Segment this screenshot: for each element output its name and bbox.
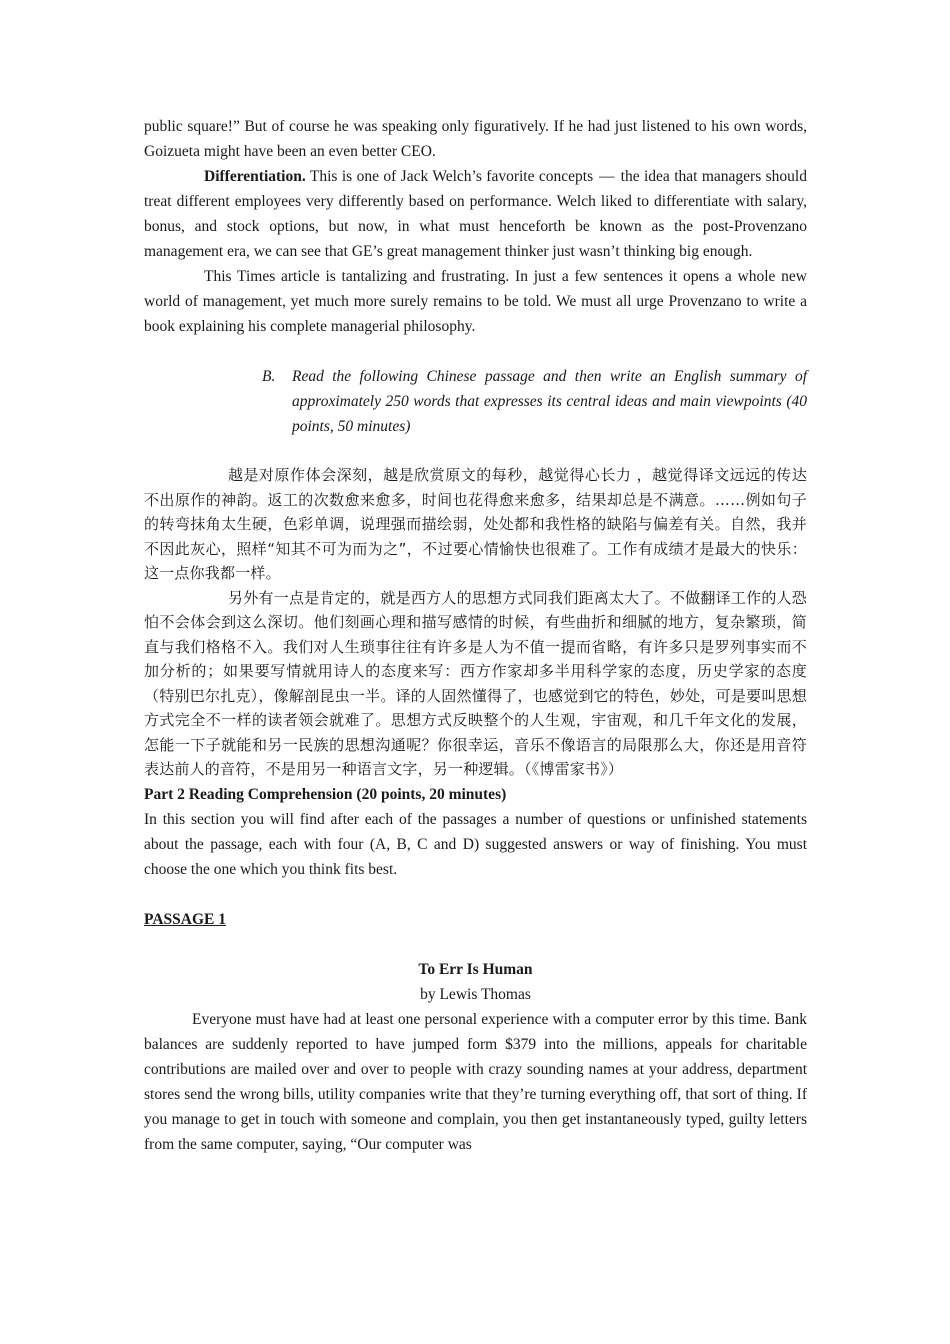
part2-instructions: In this section you will find after each of the passages a number of questions or unfinished statements about the passage, each with four (A, B, C and D) suggested answers or way of finishing. You must choose the one which you think fits best. [144,810,807,878]
passage-title: To Err Is Human [418,960,533,978]
differentiation-text-a: This is one of Jack Welch’s favorite concepts [309,168,594,185]
chinese-paragraph-1: 越是对原作体会深刻，越是欣赏原文的每秒，越觉得心长力 ，越觉得译文远远的传达不出原作的神韵。返工的次数愈来愈多，时间也花得愈来愈多，结果却总是不满意。……例如句子的转弯抹角太生硬，色彩单调，说理强而描绘弱，处处都和我性格的缺陷与偏差有关。自然，我并不因此灰心，照样“知其不可为而为之”，不过要心情愉快也很难了。工作有成绩才是最大的快乐：这一点你我都一样。 [144,466,807,582]
document-page [144,114,807,1157]
em-dash: — [599,168,615,185]
term-differentiation: Differentiation. [204,168,306,185]
chinese-paragraph-2: 另外有一点是肯定的，就是西方人的思想方式同我们距离太大了。不做翻译工作的人恐怕不会体会到这么深切。他们刻画心理和描写感情的时候，有些曲折和细腻的地方，复杂繁琐，简直与我们格格不入。我们对人生琐事往往有许多是人为不值一提而省略，有许多只是罗列事实而不加分析的；如果要写情就用诗人的态度来写：西方作家却多半用科学家的态度，历史学家的态度（特别巴尔扎克），像解剖昆虫一半。译的人固然懂得了，也感觉到它的特色，妙处，可是要叫思想方式完全不一样的读者领会就难了。思想方式反映整个的人生观，宇宙观，和几千年文化的发展，怎能一下子就能和另一民族的思想沟通呢？你很幸运，音乐不像语言的局限那么大，你还是用音符表达前人的音符，不是用另一种语言文字，另一种逻辑。（《博雷家书》） [144,588,807,778]
passage-paragraph-1: Everyone must have had at least one personal experience with a computer error by this time. Bank balances are suddenly reported to have jumped form $379 into the millions, appeals for charitable contributions are mailed over and over to people with crazy sounding names at your address, department stores send the wrong bills, utility companies write that they’re turning everything off, that sort of thing. If you manage to get in touch with someone and complain, you then get instantaneously typed, guilty letters from the same computer, saying, “Our computer was [144,1010,807,1153]
paragraph-times-article: This Times article is tantalizing and frustrating. In just a few sentences it opens a whole new world of management, yet much more surely remains to be told. We must all urge Provenzano to write a book explaining his complete managerial philosophy. [144,268,807,335]
task-b-label: B. [262,368,276,385]
passage-1-label: PASSAGE 1 [144,910,226,928]
paragraph-goizueta: public square!” But of course he was speaking only figuratively. If he had just listened to his own words, Goizueta might have been an even better CEO. [144,118,807,160]
part2-heading: Part 2 Reading Comprehension (20 points, 20 minutes) [144,785,507,803]
task-b-instructions: Read the following Chinese passage and then write an English summary of approximately 250 words that expresses its central ideas and main viewpoints (40 points, 50 minutes) [292,368,807,435]
passage-byline: by Lewis Thomas [420,985,531,1003]
differentiation-text-b: the idea that managers should treat different employees very differently based on performance. Welch liked to differentiate with salary, bonus, and stock options, but now, in what must henceforth be known as the post-Provenzano management era, we can see that GE’s great management thinker just wasn’t thinking big enough. [144,168,807,260]
task-b [262,364,807,439]
paragraph-differentiation [144,164,807,264]
